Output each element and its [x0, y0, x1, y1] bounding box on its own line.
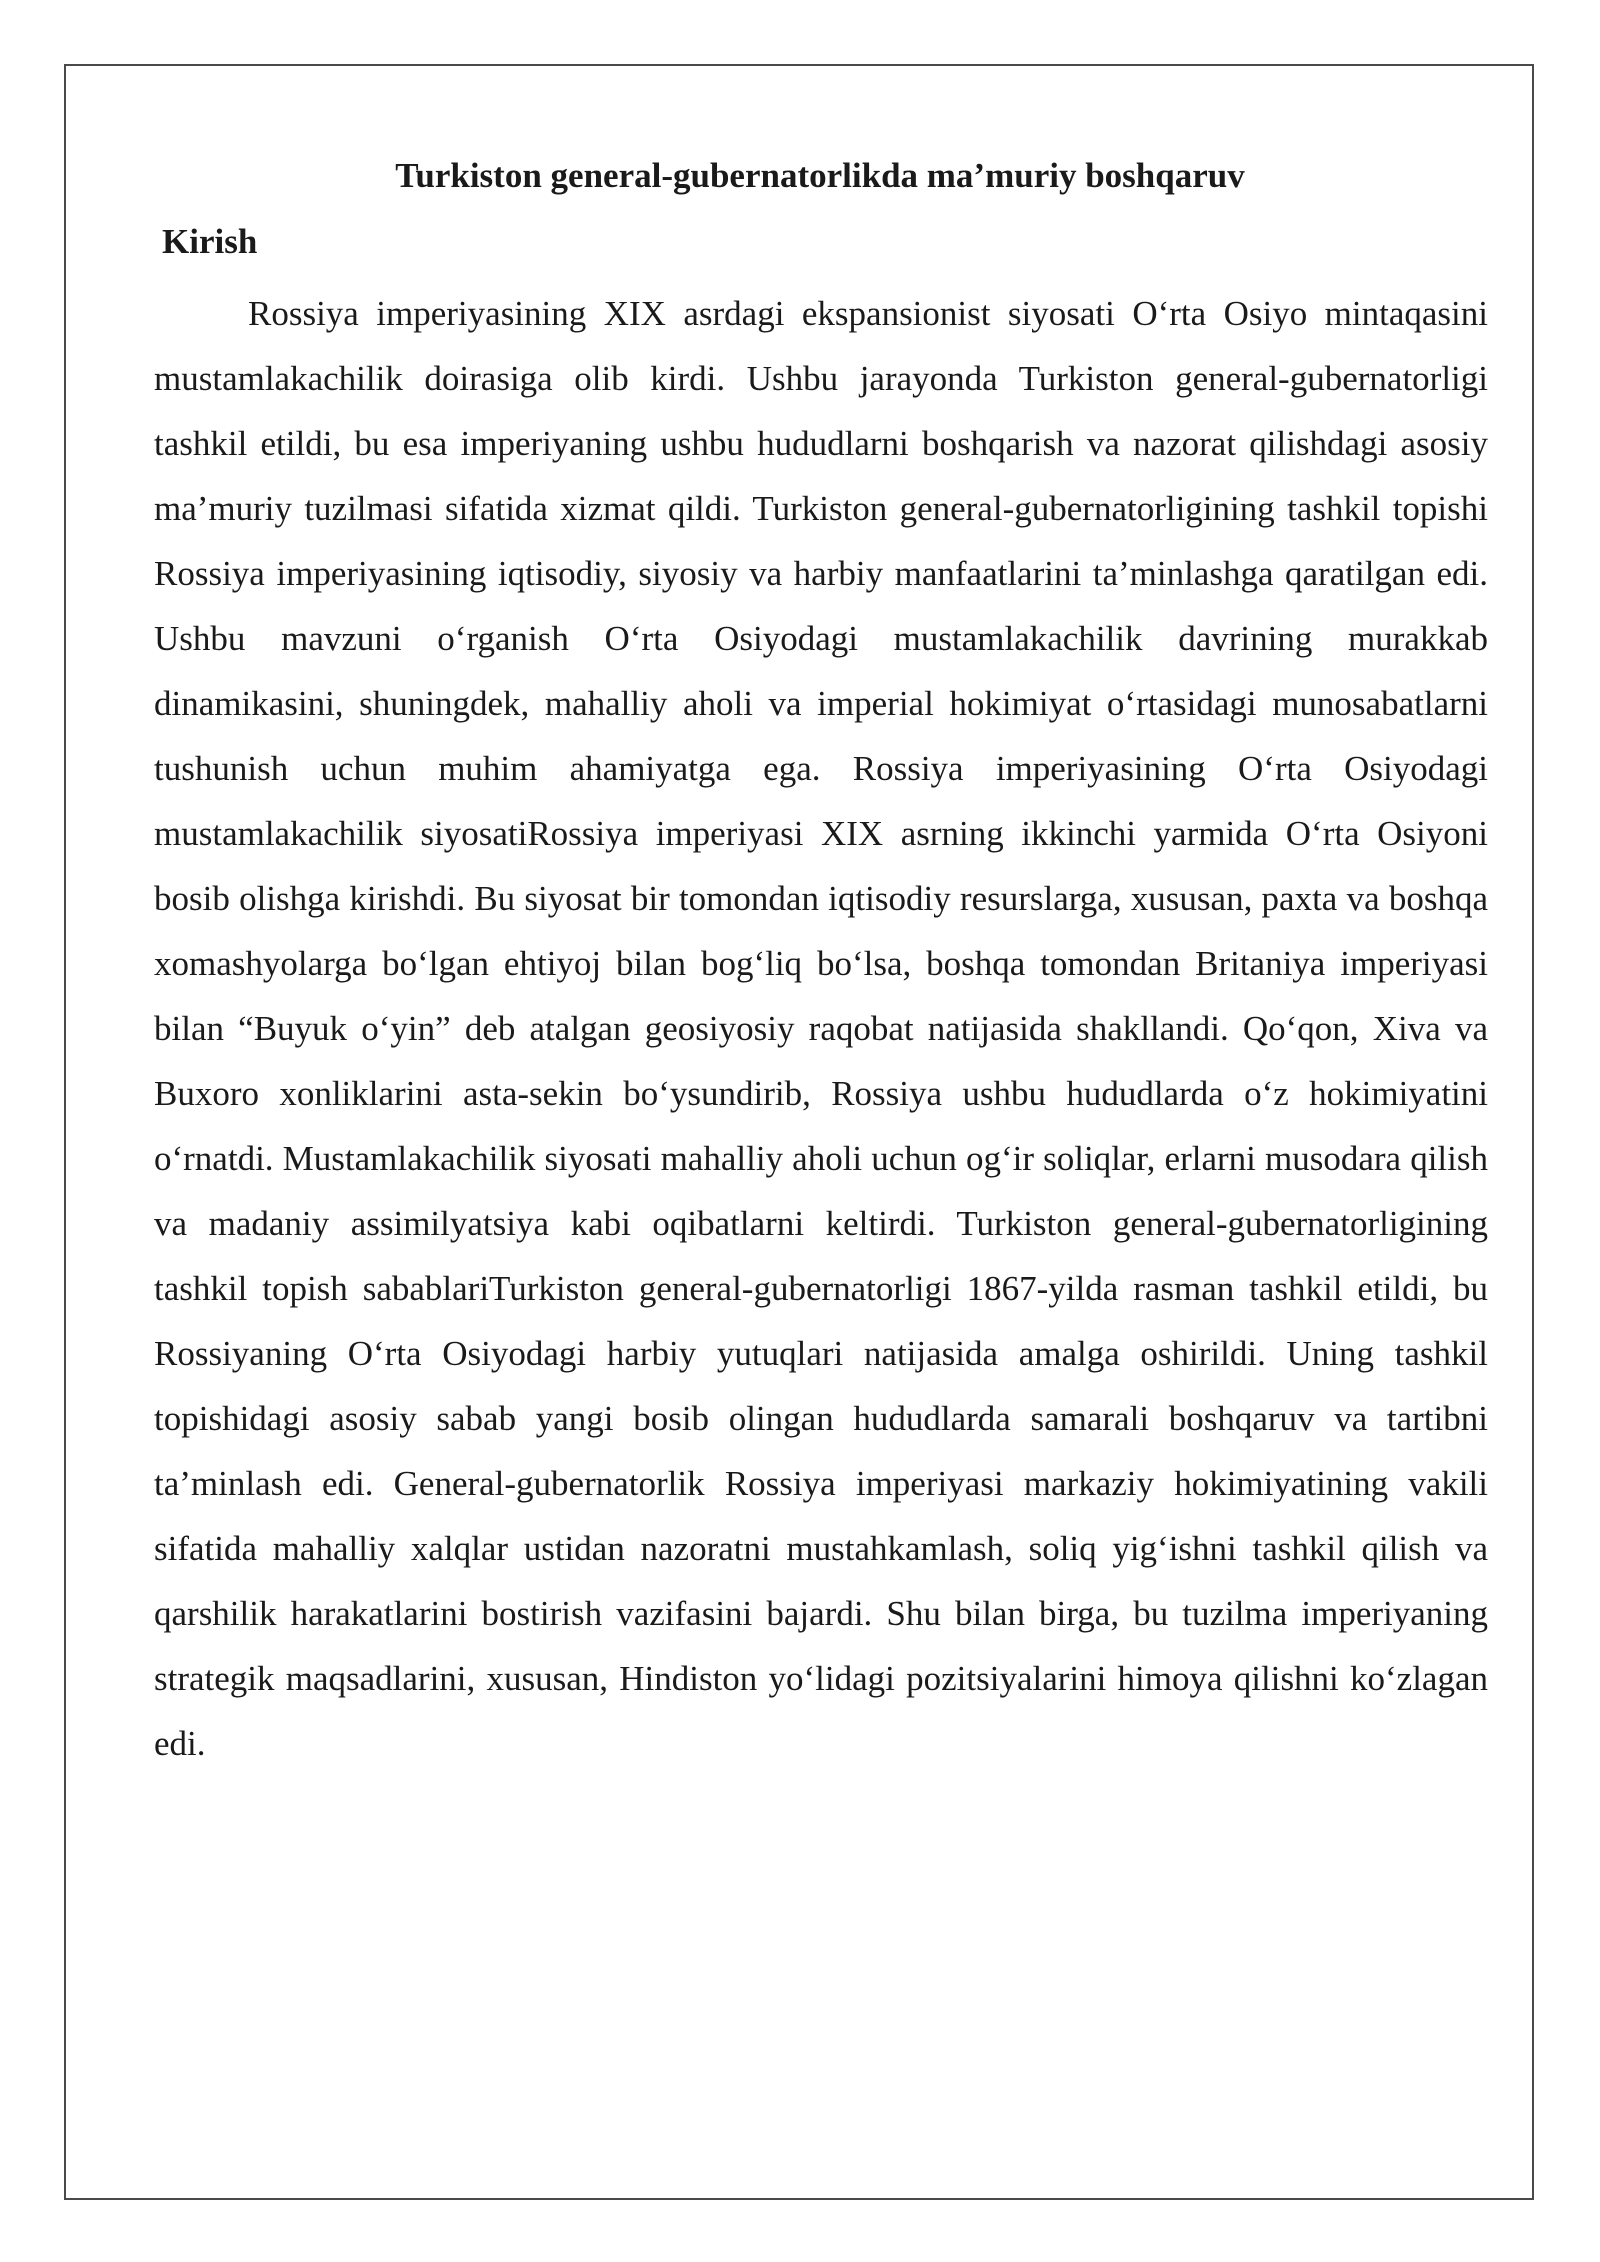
- document-title: Turkiston general-gubernatorlikda ma’muriy boshqaruv: [395, 156, 1245, 195]
- section-heading: Kirish: [162, 222, 258, 261]
- body-paragraph: Rossiya imperiyasining XIX asrdagi ekspansionist siyosati O‘rta Osiyo mintaqasini mustamlakachilik doirasiga olib kirdi. Ushbu jarayonda Turkiston general-gubernatorligi tashkil etildi, bu esa imperiyaning ushbu hududlarni boshqarish va nazorat qilishdagi asosiy ma’muriy tuzilmasi sifatida xizmat qildi. Turkiston general-gubernatorligining tashkil topishi Rossiya imperiyasining iqtisodiy, siyosiy va harbiy manfaatlarini ta’minlashga qaratilgan edi. Ushbu mavzuni o‘rganish O‘rta Osiyodagi mustamlakachilik davrining murakkab dinamikasini, shuningdek, mahalliy aholi va imperial hokimiyat o‘rtasidagi munosabatlarni tushunish uchun muhim ahamiyatga ega. Rossiya imperiyasining O‘rta Osiyodagi mustamlakachilik siyosatiRossiya imperiyasi XIX asrning ikkinchi yarmida O‘rta Osiyoni bosib olishga kirishdi. Bu siyosat bir tomondan iqtisodiy resurslarga, xususan, paxta va boshqa xomashyolarga bo‘lgan ehtiyoj bilan bog‘liq bo‘lsa, boshqa tomondan Britaniya imperiyasi bilan “Buyuk o‘yin” deb atalgan geosiyosiy raqobat natijasida shakllandi. Qo‘qon, Xiva va Buxoro xonliklarini asta-sekin bo‘ysundirib, Rossiya ushbu hududlarda o‘z hokimiyatini o‘rnatdi. Mustamlakachilik siyosati mahalliy aholi uchun og‘ir soliqlar, erlarni musodara qilish va madaniy assimilyatsiya kabi oqibatlarni keltirdi. Turkiston general-gubernatorligining tashkil topish sabablariTurkiston general-gubernatorligi 1867-yilda rasman tashkil etildi, bu Rossiyaning O‘rta Osiyodagi harbiy yutuqlari natijasida amalga oshirildi. Uning tashkil topishidagi asosiy sabab yangi bosib olingan hududlarda samarali boshqaruv va tartibni ta’minlash edi. General-gubernatorlik Rossiya imperiyasi markaziy hokimiyatining vakili sifatida mahalliy xalqlar ustidan nazoratni mustahkamlash, soliq yig‘ishni tashkil qilish va qarshilik harakatlarini bostirish vazifasini bajardi. Shu bilan birga, bu tuzilma imperiyaning strategik maqsadlarini, xususan, Hindiston yo‘lidagi pozitsiyalarini himoya qilishni ko‘zlagan edi.: [154, 294, 1488, 1763]
